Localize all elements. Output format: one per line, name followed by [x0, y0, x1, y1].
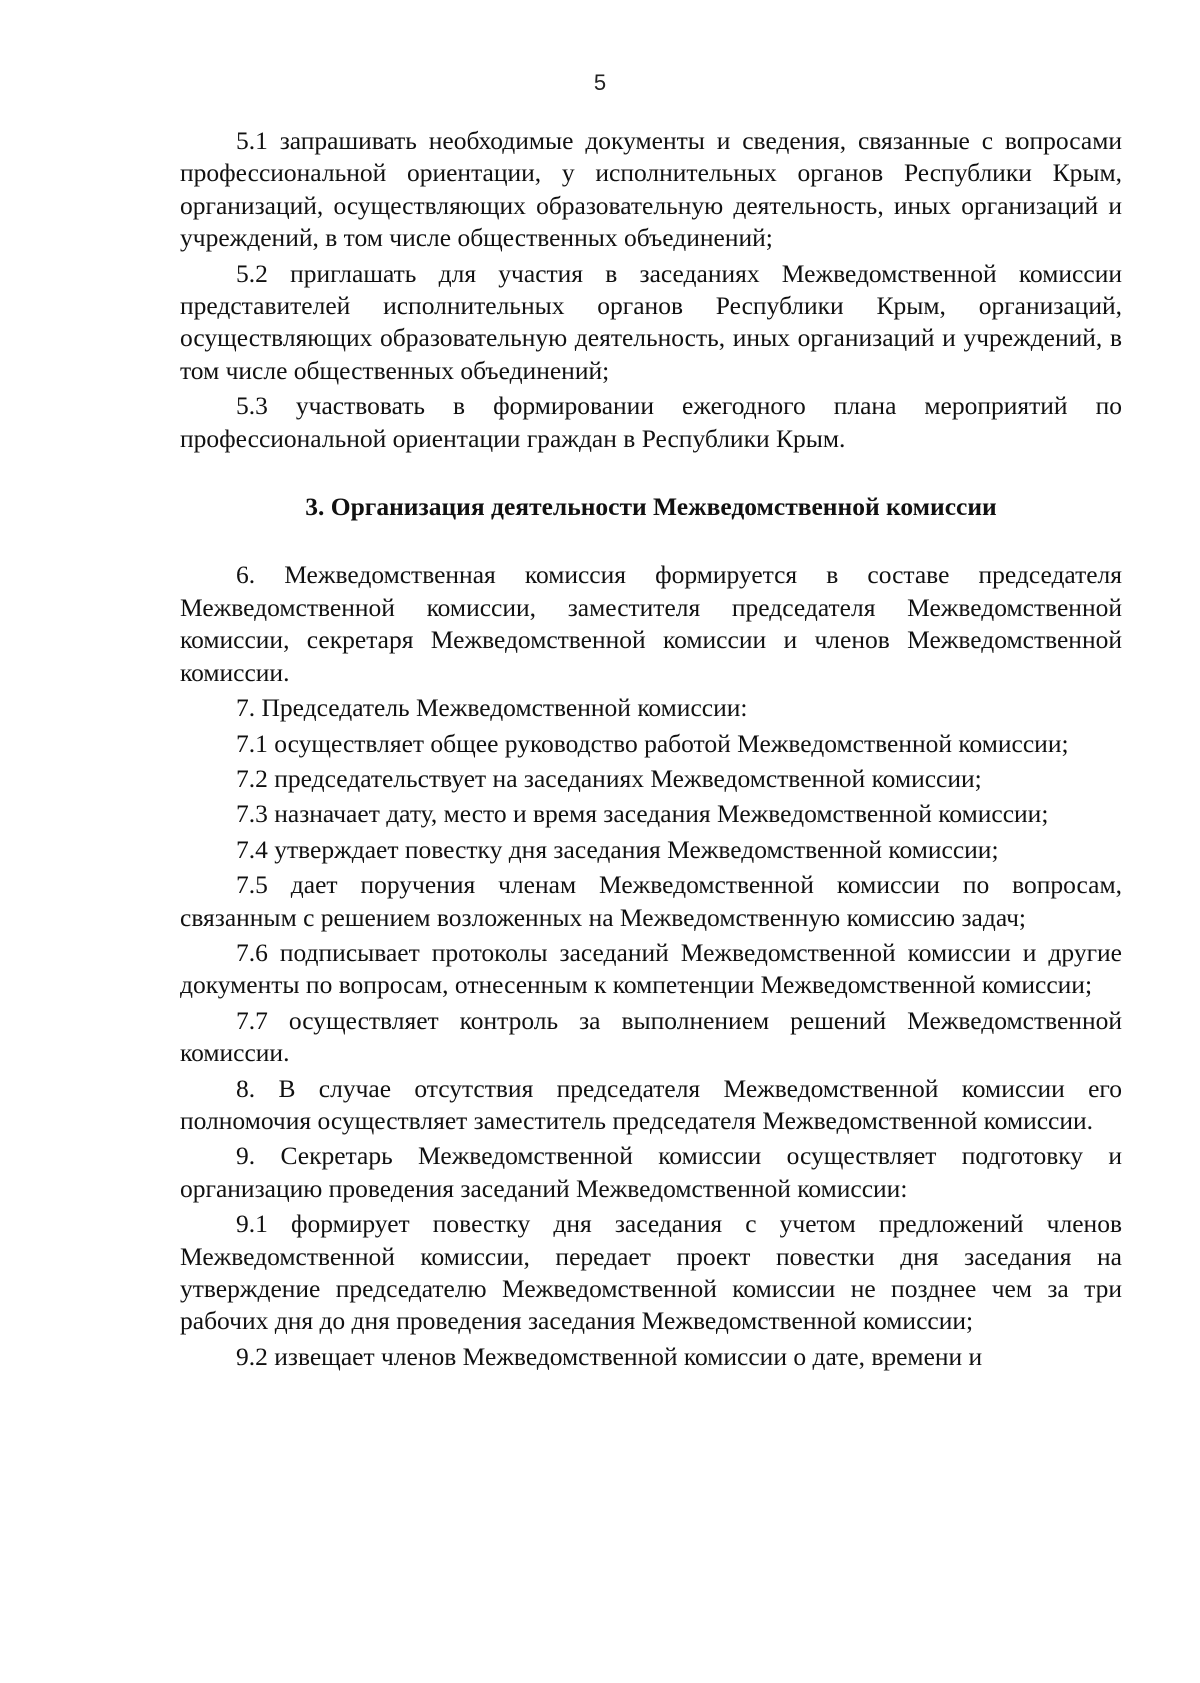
paragraph-9-2: 9.2 извещает членов Межведомственной комиссии о дате, времени и [236, 1341, 983, 1371]
paragraph-7-5: 7.5 дает поручения членам Межведомственной комиссии по вопросам, связанным с решением возложенных на Межведомственную комиссию задач; [180, 870, 1122, 932]
paragraph-7-2: 7.2 председательствует на заседаниях Межведомственной комиссии; [236, 763, 982, 793]
paragraph-7-7: 7.7 осуществляет контроль за выполнением решений Межведомственной комиссии. [180, 1005, 1122, 1068]
paragraph-7-1: 7.1 осуществляет общее руководство работой Межведомственной комиссии; [236, 728, 1069, 758]
paragraph-5-1: 5.1 запрашивать необходимые документы и сведения, связанные с вопросами профессиональной ориентации, у исполнительных органов Республики Крым, организаций, осуществляющих образовательную деятельность, иных организаций и учреждений, в том числе общественных объединений; [180, 126, 1122, 253]
paragraph-9: 9. Секретарь Межведомственной комиссии осуществляет подготовку и организацию проведения заседаний Межведомственной комиссии: [180, 1141, 1122, 1203]
paragraph-7: 7. Председатель Межведомственной комиссии: [236, 693, 748, 723]
paragraph-5-2: 5.2 приглашать для участия в заседаниях Межведомственной комиссии представителей исполнительных органов Республики Крым, организаций, осуществляющих образовательную деятельность, иных организаций и учреждений, в том числе общественных объединений; [180, 258, 1122, 385]
paragraph-7-6: 7.6 подписывает протоколы заседаний Межведомственной комиссии и другие документы по вопросам, отнесенным к компетенции Межведомственной комиссии; [180, 937, 1122, 1000]
paragraph-5-3: 5.3 участвовать в формировании ежегодного плана мероприятий по профессиональной ориентации граждан в Республики Крым. [180, 391, 1122, 453]
section-heading: 3. Организация деятельности Межведомственной комиссии [305, 492, 997, 522]
page-number: 5 [593, 70, 607, 95]
document-body [180, 125, 1122, 1376]
paragraph-7-3: 7.3 назначает дату, место и время заседания Межведомственной комиссии; [236, 799, 1049, 829]
paragraph-8: 8. В случае отсутствия председателя Межведомственной комиссии его полномочия осуществляет заместитель председателя Межведомственной комиссии. [180, 1073, 1122, 1135]
paragraph-6: 6. Межведомственная комиссия формируется в составе председателя Межведомственной комиссии, заместителя председателя Межведомственной комиссии, секретаря Межведомственной комиссии и членов Межведомственной комиссии. [180, 560, 1122, 687]
paragraph-9-1: 9.1 формирует повестку дня заседания с учетом предложений членов Межведомственной комиссии, передает проект повестки дня заседания на утверждение председателю Межведомственной комиссии не позднее чем за три рабочих дня до дня проведения заседания Межведомственной комиссии; [180, 1209, 1122, 1336]
paragraph-7-4: 7.4 утверждает повестку дня заседания Межведомственной комиссии; [236, 834, 999, 864]
